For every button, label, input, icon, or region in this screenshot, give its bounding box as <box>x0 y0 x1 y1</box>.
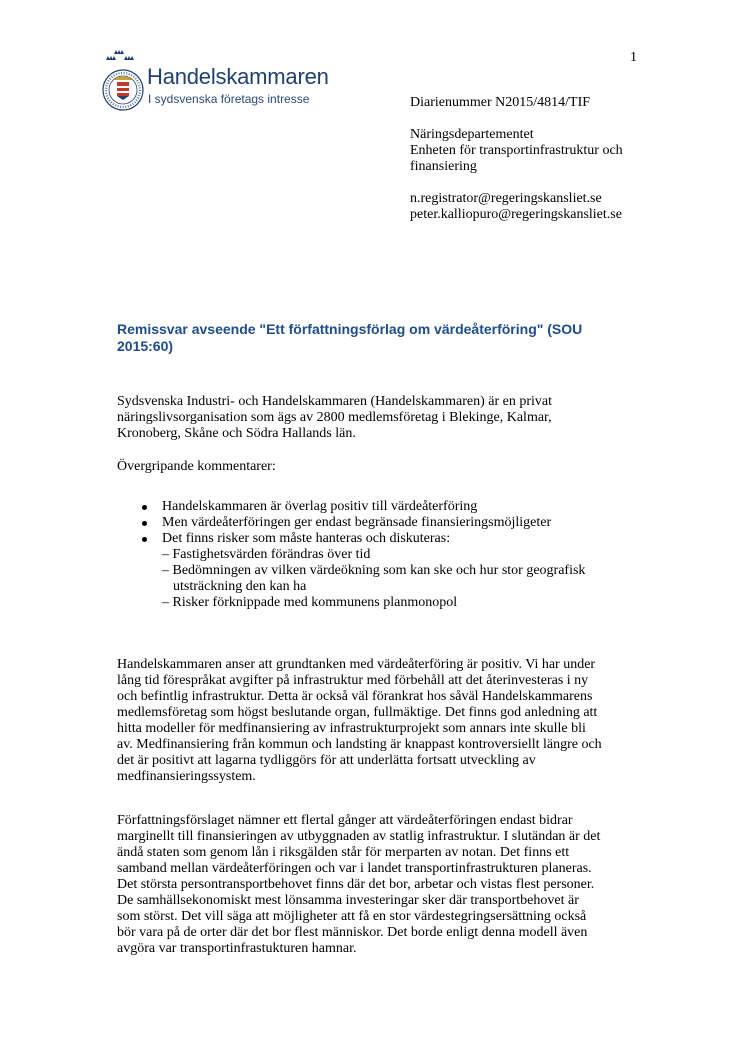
intro-paragraph <box>117 394 642 442</box>
sub-item-continuation: utsträckning den kan ha <box>173 579 307 594</box>
text-line: Det största persontransportbehovet finns där det bor, arbetar och vistas flest personer. <box>117 877 595 892</box>
text-line: samband mellan värdeåterföringen och var i landet transportinfrastrukturen planeras. <box>117 861 592 876</box>
text-line: De samhällsekonomiskt mest lönsamma investeringar sker där transportbehovet är <box>117 893 579 908</box>
text-line: bör vara på de orter där det bor flest människor. Det borde enligt denna modell även <box>117 925 588 940</box>
page-number: 1 <box>630 50 637 65</box>
body-paragraph-1 <box>117 657 642 785</box>
logo-tagline: I sydsvenska företags intresse <box>148 92 310 106</box>
recipient-line: finansiering <box>410 159 477 174</box>
handelskammaren-logo <box>100 48 350 118</box>
text-line: som störst. Det vill säga att möjligheter att få en stor värdestegringsersättning också <box>117 909 587 924</box>
comment-list <box>138 499 638 611</box>
text-line: Kronoberg, Skåne och Södra Hallands län. <box>117 426 356 441</box>
bullet-item: Det finns risker som måste hanteras och diskuteras: <box>138 531 638 547</box>
sub-item: – Fastighetsvärden förändras över tid <box>162 547 371 562</box>
text-line: ändå staten som genom lån i riksgälden står för merparten av notan. Det finns ett <box>117 845 570 860</box>
text-line: Författningsförslaget nämner ett flertal gånger att värdeåterföringen endast bidrar <box>117 813 573 828</box>
text-line: det är positivt att lagarna tydliggörs för att underlätta fortsatt utveckling av <box>117 753 536 768</box>
recipient-line: Enheten för transportinfrastruktur och <box>410 143 623 158</box>
text-line: Sydsvenska Industri- och Handelskammaren (Handelskammaren) är en privat <box>117 394 553 409</box>
email-address: n.registrator@regeringskansliet.se <box>410 191 602 206</box>
document-heading <box>117 321 637 355</box>
text-line: marginellt till finansieringen av utbyggnaden av statlig infrastruktur. I slutändan är det <box>117 829 601 844</box>
text-line: avgöra var transportinfrastukturen hamnar. <box>117 941 357 956</box>
text-line: av. Medfinansiering från kommun och landsting är knappast kontroversiellt längre och <box>117 737 602 752</box>
email-address: peter.kalliopuro@regeringskansliet.se <box>410 207 622 222</box>
text-line: och befintlig infrastruktur. Detta är också väl förankrat hos såväl Handelskammarens <box>117 689 593 704</box>
body-paragraph-2 <box>117 813 642 957</box>
text-line: lång tid förespråkat avgifter på infrastruktur med förbehåll att det återinvesteras i ny <box>117 673 589 688</box>
heading-line: Remissvar avseende "Ett författningsförlag om värdeåterföring" (SOU <box>117 321 583 337</box>
text-line: medlemsföretag som högst beslutande organ, fullmäktige. Det finns god anledning att <box>117 705 598 720</box>
diarienummer: Diarienummer N2015/4814/TIF <box>410 95 591 110</box>
address-block <box>410 95 623 223</box>
text-line: näringslivsorganisation som ägs av 2800 medlemsföretag i Blekinge, Kalmar, <box>117 410 552 425</box>
overview-label: Övergripande kommentarer: <box>117 459 276 474</box>
text-line: medfinansieringssystem. <box>117 769 256 784</box>
logo-name: Handelskammaren <box>147 64 329 89</box>
sub-item: – Bedömningen av vilken värdeökning som kan ske och hur stor geografisk <box>162 563 586 578</box>
crown-seal-icon <box>100 48 146 116</box>
text-line: Handelskammaren anser att grundtanken med värdeåterföring är positiv. Vi har under <box>117 657 596 672</box>
heading-line: 2015:60) <box>117 338 174 354</box>
text-line: hitta modeller för medfinansiering av infrastrukturprojekt som annars inte skulle bli <box>117 721 586 736</box>
bullet-item: Handelskammaren är överlag positiv till värdeåterföring <box>138 499 638 515</box>
bullet-item: Men värdeåterföringen ger endast begränsade finansieringsmöjligeter <box>138 515 638 531</box>
recipient-line: Näringsdepartementet <box>410 127 534 142</box>
sub-item: – Risker förknippade med kommunens planmonopol <box>162 595 458 610</box>
